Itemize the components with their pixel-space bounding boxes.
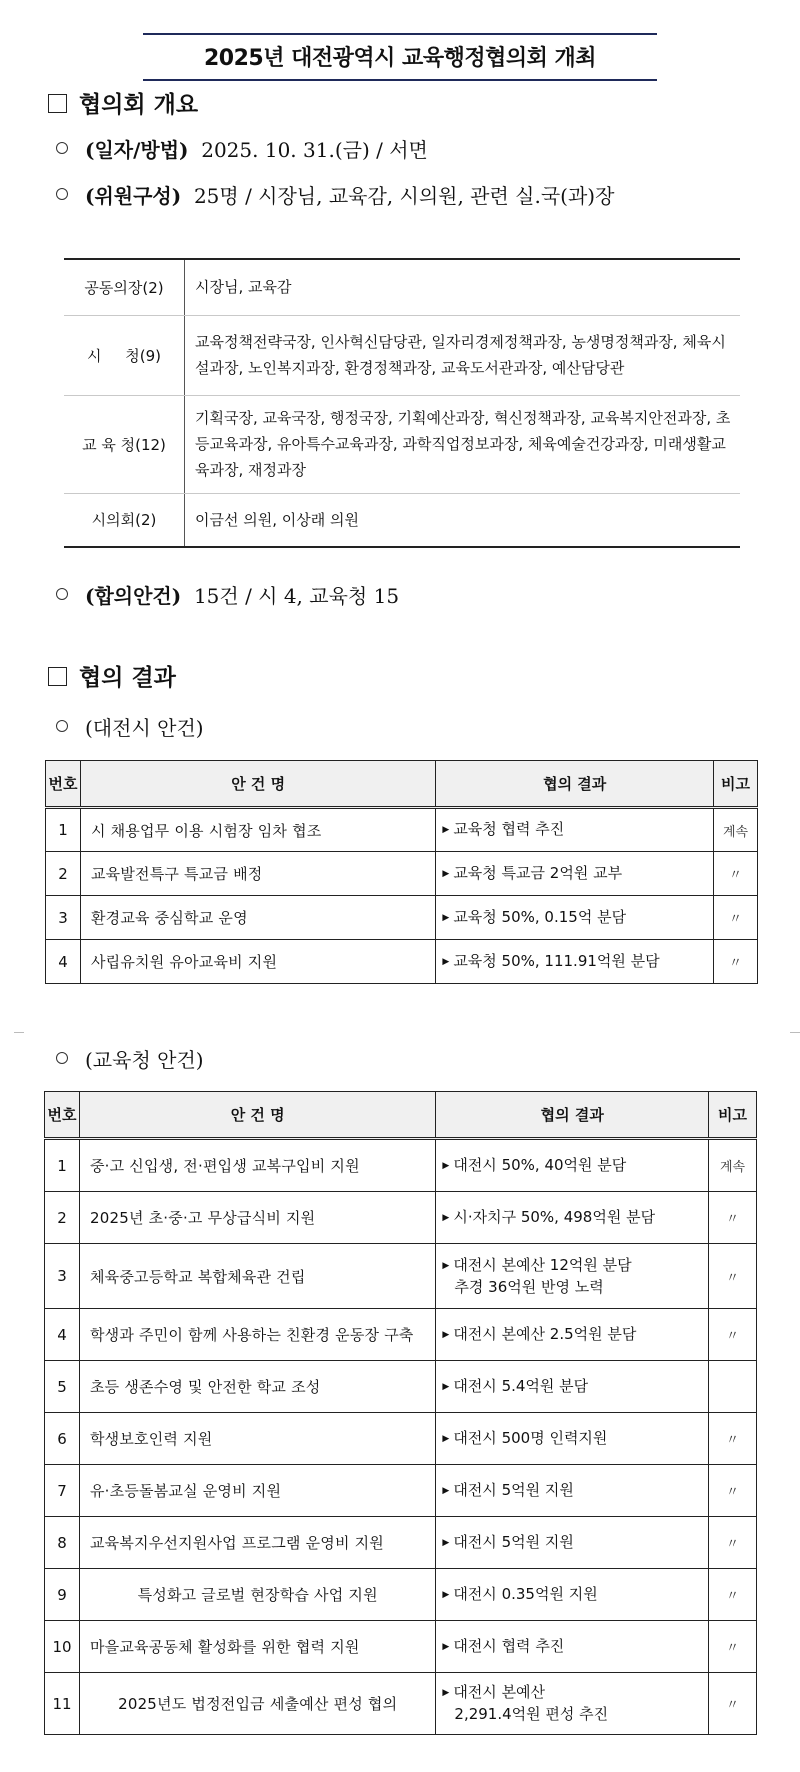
circle-bullet-icon xyxy=(56,188,68,200)
result-line: 교육청 50%, 0.15억 분담 xyxy=(453,907,627,926)
agenda-result xyxy=(436,1361,709,1413)
page-break-mark-right xyxy=(790,1024,800,1033)
agenda-note: 〃 xyxy=(709,1244,757,1309)
header-note: 비고 xyxy=(714,761,758,808)
document-title: 2025년 대전광역시 교육행정협의회 개최 xyxy=(204,46,596,71)
header-no: 번호 xyxy=(45,1092,80,1139)
circle-bullet-icon xyxy=(56,720,68,732)
agenda-name: 학생과 주민이 함께 사용하는 친환경 운동장 구축 xyxy=(79,1309,435,1361)
committee-value: 이금선 의원, 이상래 의원 xyxy=(195,510,359,529)
agenda-result xyxy=(436,896,714,940)
row-number: 4 xyxy=(45,1309,80,1361)
agenda-note xyxy=(709,1361,757,1413)
agenda-name: 체육중고등학교 복합체육관 건립 xyxy=(79,1244,435,1309)
agenda-result xyxy=(436,1569,709,1621)
title-rule-bottom xyxy=(143,79,657,81)
committee-row xyxy=(64,315,740,395)
agenda-result xyxy=(436,1192,709,1244)
table-row xyxy=(45,1309,757,1361)
city-agenda-label-line xyxy=(56,712,204,741)
committee-table xyxy=(64,258,740,548)
agenda-name: 중·고 신입생, 전·편입생 교복구입비 지원 xyxy=(79,1139,435,1192)
agenda-note: 〃 xyxy=(709,1569,757,1621)
edu-agenda-label: (교육청 안건) xyxy=(85,1048,204,1072)
table-header-row xyxy=(45,1092,757,1139)
table-row xyxy=(45,1517,757,1569)
triangle-bullet-icon: ▶ xyxy=(442,1329,450,1340)
header-note: 비고 xyxy=(709,1092,757,1139)
agenda-line xyxy=(56,580,399,609)
edu-agenda-label-line xyxy=(56,1044,204,1073)
row-number: 1 xyxy=(46,808,81,852)
result-line: 대전시 본예산 12억원 분담 xyxy=(453,1255,632,1274)
row-number: 8 xyxy=(45,1517,80,1569)
table-row xyxy=(46,808,758,852)
date-value: 2025. 10. 31.(금) / 서면 xyxy=(201,138,428,162)
square-bullet-icon xyxy=(48,94,67,113)
result-line: 대전시 500명 인력지원 xyxy=(453,1428,608,1447)
agenda-name: 2025년도 법정전입금 세출예산 편성 협의 xyxy=(79,1673,435,1735)
agenda-result xyxy=(436,852,714,896)
agenda-note: 〃 xyxy=(709,1517,757,1569)
row-number: 9 xyxy=(45,1569,80,1621)
row-number: 2 xyxy=(45,1192,80,1244)
committee-label: 시 청(9) xyxy=(64,315,185,395)
committee-row xyxy=(64,259,740,315)
table-row xyxy=(45,1621,757,1673)
city-results-table xyxy=(45,760,758,984)
agenda-result xyxy=(436,1413,709,1465)
result-line: 교육청 특교금 2억원 교부 xyxy=(453,863,623,882)
table-row xyxy=(46,852,758,896)
result-line: 대전시 5억원 지원 xyxy=(453,1532,574,1551)
triangle-bullet-icon: ▶ xyxy=(442,868,450,879)
agenda-result xyxy=(436,940,714,984)
agenda-name: 유·초등돌봄교실 운영비 지원 xyxy=(79,1465,435,1517)
committee-value: 교육정책전략국장, 인사혁신담당관, 일자리경제정책과장, 농생명정책과장, 체육시설과장, 노인복지과장, 환경정책과장, 교육도서관과장, 예산담당관 xyxy=(185,315,741,395)
page-break-mark-left xyxy=(14,1024,24,1033)
header-no: 번호 xyxy=(46,761,81,808)
result-line: 대전시 0.35억원 지원 xyxy=(453,1584,598,1603)
agenda-label: (합의안건) xyxy=(85,584,182,608)
agenda-name: 학생보호인력 지원 xyxy=(79,1413,435,1465)
row-number: 1 xyxy=(45,1139,80,1192)
agenda-note: 〃 xyxy=(709,1465,757,1517)
row-number: 11 xyxy=(45,1673,80,1735)
results-heading xyxy=(48,659,176,692)
square-bullet-icon xyxy=(48,667,67,686)
result-line: 대전시 본예산 xyxy=(453,1683,546,1701)
table-row xyxy=(45,1673,757,1735)
members-label: (위원구성) xyxy=(85,184,182,208)
committee-label: 교 육 청(12) xyxy=(64,395,185,493)
agenda-name: 교육복지우선지원사업 프로그램 운영비 지원 xyxy=(79,1517,435,1569)
circle-bullet-icon xyxy=(56,142,68,154)
table-row xyxy=(45,1192,757,1244)
result-line: 시·자치구 50%, 498억원 분담 xyxy=(453,1207,656,1226)
table-row xyxy=(46,896,758,940)
row-number: 5 xyxy=(45,1361,80,1413)
date-label: (일자/방법) xyxy=(85,138,189,162)
agenda-note: 〃 xyxy=(709,1673,757,1735)
document-title-block xyxy=(143,33,657,81)
agenda-name: 시 채용업무 이용 시험장 임차 협조 xyxy=(80,808,435,852)
edu-results-table xyxy=(44,1091,757,1735)
result-line: 2,291.4억원 편성 추진 xyxy=(454,1705,609,1723)
agenda-name: 환경교육 중심학교 운영 xyxy=(80,896,435,940)
table-row xyxy=(45,1244,757,1309)
triangle-bullet-icon: ▶ xyxy=(442,912,450,923)
table-row xyxy=(45,1139,757,1192)
committee-row xyxy=(64,493,740,547)
date-line xyxy=(56,134,428,163)
circle-bullet-icon xyxy=(56,1052,68,1064)
agenda-name: 사립유치원 유아교육비 지원 xyxy=(80,940,435,984)
agenda-name: 특성화고 글로벌 현장학습 사업 지원 xyxy=(79,1569,435,1621)
agenda-note: 〃 xyxy=(709,1413,757,1465)
agenda-result xyxy=(436,1517,709,1569)
triangle-bullet-icon: ▶ xyxy=(442,1381,450,1392)
triangle-bullet-icon: ▶ xyxy=(442,825,450,835)
members-value: 25명 / 시장님, 교육감, 시의원, 관련 실.국(과)장 xyxy=(193,184,615,208)
table-row xyxy=(45,1413,757,1465)
city-agenda-label: (대전시 안건) xyxy=(85,716,204,740)
header-name: 안 건 명 xyxy=(79,1092,435,1139)
table-row xyxy=(46,940,758,984)
agenda-note: 〃 xyxy=(709,1192,757,1244)
agenda-result xyxy=(436,808,714,852)
agenda-result xyxy=(436,1244,709,1309)
agenda-result xyxy=(436,1465,709,1517)
agenda-note: 계속 xyxy=(709,1139,757,1192)
agenda-name: 교육발전특구 특교금 배정 xyxy=(80,852,435,896)
triangle-bullet-icon: ▶ xyxy=(442,1485,450,1496)
committee-row xyxy=(64,395,740,493)
row-number: 4 xyxy=(46,940,81,984)
triangle-bullet-icon: ▶ xyxy=(442,1433,450,1444)
agenda-result xyxy=(436,1139,709,1192)
agenda-name: 초등 생존수영 및 안전한 학교 조성 xyxy=(79,1361,435,1413)
agenda-note: 계속 xyxy=(714,808,758,852)
triangle-bullet-icon: ▶ xyxy=(442,1688,450,1698)
result-line: 대전시 50%, 40억원 분담 xyxy=(453,1155,627,1174)
header-name: 안 건 명 xyxy=(80,761,435,808)
agenda-result xyxy=(436,1621,709,1673)
table-header-row xyxy=(46,761,758,808)
triangle-bullet-icon: ▶ xyxy=(442,1537,450,1548)
committee-label: 시의회(2) xyxy=(64,493,185,547)
result-line: 대전시 본예산 2.5억원 분담 xyxy=(453,1324,637,1343)
agenda-name: 마을교육공동체 활성화를 위한 협력 지원 xyxy=(79,1621,435,1673)
row-number: 7 xyxy=(45,1465,80,1517)
row-number: 3 xyxy=(45,1244,80,1309)
row-number: 6 xyxy=(45,1413,80,1465)
row-number: 2 xyxy=(46,852,81,896)
triangle-bullet-icon: ▶ xyxy=(442,956,450,967)
table-row xyxy=(45,1569,757,1621)
agenda-value: 15건 / 시 4, 교육청 15 xyxy=(193,584,400,608)
result-line: 대전시 5.4억원 분담 xyxy=(453,1376,589,1395)
table-row xyxy=(45,1361,757,1413)
committee-label: 공동의장(2) xyxy=(64,259,185,315)
agenda-note: 〃 xyxy=(714,940,758,984)
members-line xyxy=(56,180,614,209)
row-number: 10 xyxy=(45,1621,80,1673)
result-line: 추경 36억원 반영 노력 xyxy=(454,1277,604,1296)
overview-heading-text: 협의회 개요 xyxy=(79,92,199,118)
result-line: 교육청 50%, 111.91억원 분담 xyxy=(453,951,660,970)
triangle-bullet-icon: ▶ xyxy=(442,1260,450,1271)
triangle-bullet-icon: ▶ xyxy=(442,1589,450,1600)
committee-value: 기획국장, 교육국장, 행정국장, 기획예산과장, 혁신정책과장, 교육복지안전과장, 초등교육과장, 유아특수교육과장, 과학직업정보과장, 체육예술건강과장, 미래생활교육과장, 재정과장 xyxy=(185,395,741,493)
triangle-bullet-icon: ▶ xyxy=(442,1641,450,1652)
agenda-result xyxy=(436,1673,709,1735)
overview-heading xyxy=(48,86,198,119)
circle-bullet-icon xyxy=(56,588,68,600)
agenda-note: 〃 xyxy=(709,1309,757,1361)
agenda-result xyxy=(436,1309,709,1361)
result-line: 대전시 5억원 지원 xyxy=(453,1480,574,1499)
committee-value: 시장님, 교육감 xyxy=(185,259,741,315)
header-result: 협의 결과 xyxy=(436,1092,709,1139)
row-number: 3 xyxy=(46,896,81,940)
agenda-note: 〃 xyxy=(709,1621,757,1673)
agenda-note: 〃 xyxy=(714,852,758,896)
results-heading-text: 협의 결과 xyxy=(79,665,176,691)
agenda-note: 〃 xyxy=(714,896,758,940)
agenda-name: 2025년 초·중·고 무상급식비 지원 xyxy=(79,1192,435,1244)
triangle-bullet-icon: ▶ xyxy=(442,1160,450,1171)
triangle-bullet-icon: ▶ xyxy=(442,1212,450,1223)
table-row xyxy=(45,1465,757,1517)
header-result: 협의 결과 xyxy=(436,761,714,808)
result-line: 대전시 협력 추진 xyxy=(453,1636,565,1655)
result-line: 교육청 협력 추진 xyxy=(453,820,565,838)
